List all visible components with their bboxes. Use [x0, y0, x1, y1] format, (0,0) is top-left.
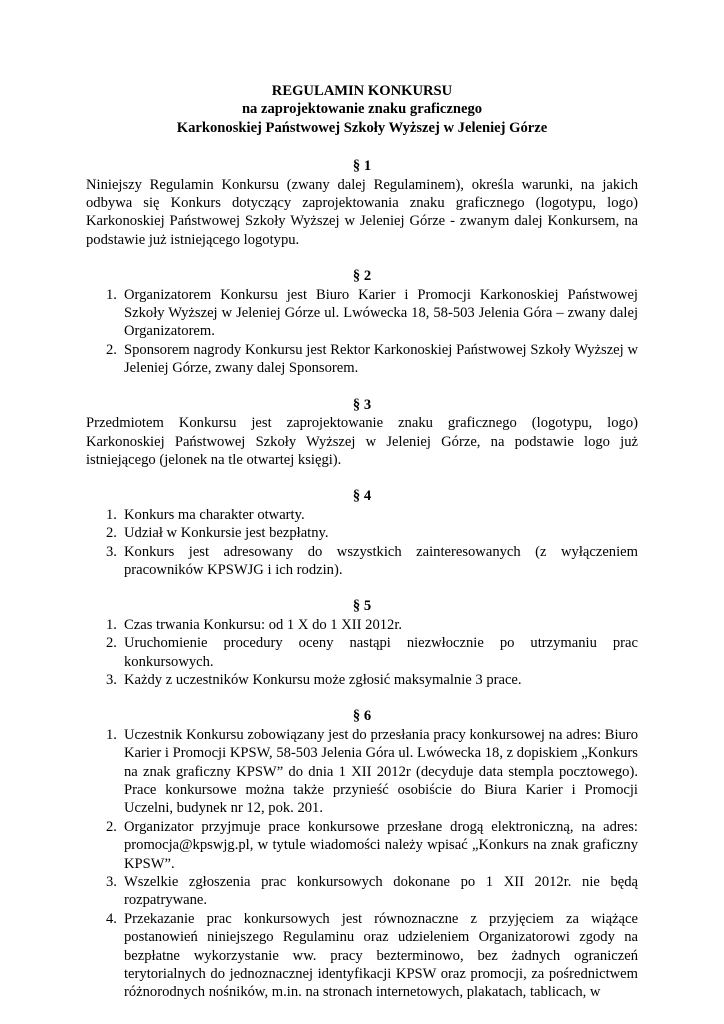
list-item [86, 818, 638, 873]
title-line-1: REGULAMIN KONKURSU [271, 83, 453, 99]
document-title [86, 82, 638, 137]
list-item [86, 873, 638, 910]
section-text: Niniejszy Regulamin Konkursu (zwany dalej Regulaminem), określa warunki, na jakich odbywa się Konkurs dotyczący zaprojektowania znaku graficznego (logotypu, logo) Karkonoskiej Państwowej Szkoły Wyższej w Jeleniej Górze - zwanym dalej Konkursem, na podstawie już istniejącego logotypu. [86, 176, 638, 248]
numbered-list [86, 506, 638, 580]
list-item [86, 634, 638, 671]
list-number: 3. [106, 874, 117, 891]
list-number: 1. [106, 286, 117, 303]
section-6 [86, 707, 638, 1002]
document-page [86, 82, 638, 1002]
numbered-list [86, 726, 638, 1002]
list-item-text: Czas trwania Konkursu: od 1 X do 1 XII 2012r. [124, 616, 403, 633]
list-number: 4. [106, 910, 117, 927]
list-number: 1. [106, 726, 117, 743]
list-item-text: Przekazanie prac konkursowych jest równoznaczne z przyjęciem za wiążące postanowień niniejszego Regulaminu oraz udzieleniem Organizatorowi zgody na bezpłatne wykorzystanie ww. pracy bezterminowo, bez żadnych ograniczeń terytorialnych do jednoznacznej identyfikacji KPSW oraz promocji, za pośrednictwem różnorodnych nośników, m.in. na stronach internetowych, plakatach, tablicach, w [124, 910, 638, 1001]
section-heading: § 6 [352, 708, 372, 725]
section-3 [86, 396, 638, 470]
list-item [86, 341, 638, 378]
list-number: 1. [106, 616, 117, 633]
list-number: 3. [106, 671, 117, 688]
list-number: 2. [106, 818, 117, 835]
list-number: 2. [106, 525, 117, 542]
list-item-text: Konkurs ma charakter otwarty. [124, 506, 305, 523]
list-item [86, 506, 638, 524]
list-number: 2. [106, 635, 117, 652]
section-1 [86, 157, 638, 249]
list-item-text: Uruchomienie procedury oceny nastąpi niezwłocznie po utrzymaniu prac konkursowych. [124, 635, 638, 670]
list-item-text: Uczestnik Konkursu zobowiązany jest do przesłania pracy konkursowej na adres: Biuro Karier i Promocji KPSW, 58-503 Jelenia Góra ul. Lwówecka 18, z dopiskiem „Konkurs na znak graficzny KPSW” do dnia 1 XII 2012r (decyduje data stempla pocztowego). Prace konkursowe można także przynieść osobiście do Biura Karier i Promocji Uczelni, budynek nr 12, pok. 201. [124, 726, 638, 817]
section-5 [86, 597, 638, 689]
list-item-text: Każdy z uczestników Konkursu może zgłosić maksymalnie 3 prace. [124, 671, 522, 688]
list-item-text: Sponsorem nagrody Konkursu jest Rektor Karkonoskiej Państwowej Szkoły Wyższej w Jeleniej Górze, zwany dalej Sponsorem. [124, 341, 638, 377]
numbered-list [86, 616, 638, 690]
list-item [86, 524, 638, 542]
list-item [86, 616, 638, 634]
section-text: Przedmiotem Konkursu jest zaprojektowanie znaku graficznego (logotypu, logo) Karkonoskiej Państwowej Szkoły Wyższej w Jeleniej Górze, na podstawie logo już istniejącego (jelonek na tle otwartej księgi). [86, 415, 638, 468]
section-4 [86, 487, 638, 579]
list-item [86, 286, 638, 341]
title-line-3: Karkonoskiej Państwowej Szkoły Wyższej w Jeleniej Górze [176, 119, 548, 136]
list-item-text: Organizatorem Konkursu jest Biuro Karier i Promocji Karkonoskiej Państwowej Szkoły Wyższej w Jeleniej Górze ul. Lwówecka 18, 58-503 Jelenia Góra – zwany dalej Organizatorem. [124, 286, 638, 340]
list-item-text: Organizator przyjmuje prace konkursowe przesłane drogą elektroniczną, na adres: promocja@kpswjg.pl, w tytule wiadomości należy wpisać „Konkurs na znak graficzny KPSW”. [124, 818, 638, 872]
list-item-text: Konkurs jest adresowany do wszystkich zainteresowanych (z wyłączeniem pracowników KPSWJG i ich rodzin). [124, 543, 638, 578]
list-item [86, 543, 638, 580]
numbered-list [86, 286, 638, 378]
section-heading: § 2 [352, 268, 372, 285]
list-item-text: Udział w Konkursie jest bezpłatny. [124, 525, 329, 542]
list-item-text: Wszelkie zgłoszenia prac konkursowych dokonane po 1 XII 2012r. nie będą rozpatrywane. [124, 874, 638, 909]
section-heading: § 3 [352, 396, 372, 413]
list-item [86, 726, 638, 818]
section-heading: § 4 [352, 488, 372, 505]
list-item [86, 910, 638, 1002]
section-heading: § 5 [352, 598, 372, 615]
list-item [86, 671, 638, 689]
list-number: 1. [106, 506, 117, 523]
list-number: 3. [106, 543, 117, 560]
section-2 [86, 267, 638, 377]
title-line-2: na zaprojektowanie znaku graficznego [241, 101, 483, 118]
section-heading: § 1 [352, 158, 372, 175]
list-number: 2. [106, 341, 117, 358]
